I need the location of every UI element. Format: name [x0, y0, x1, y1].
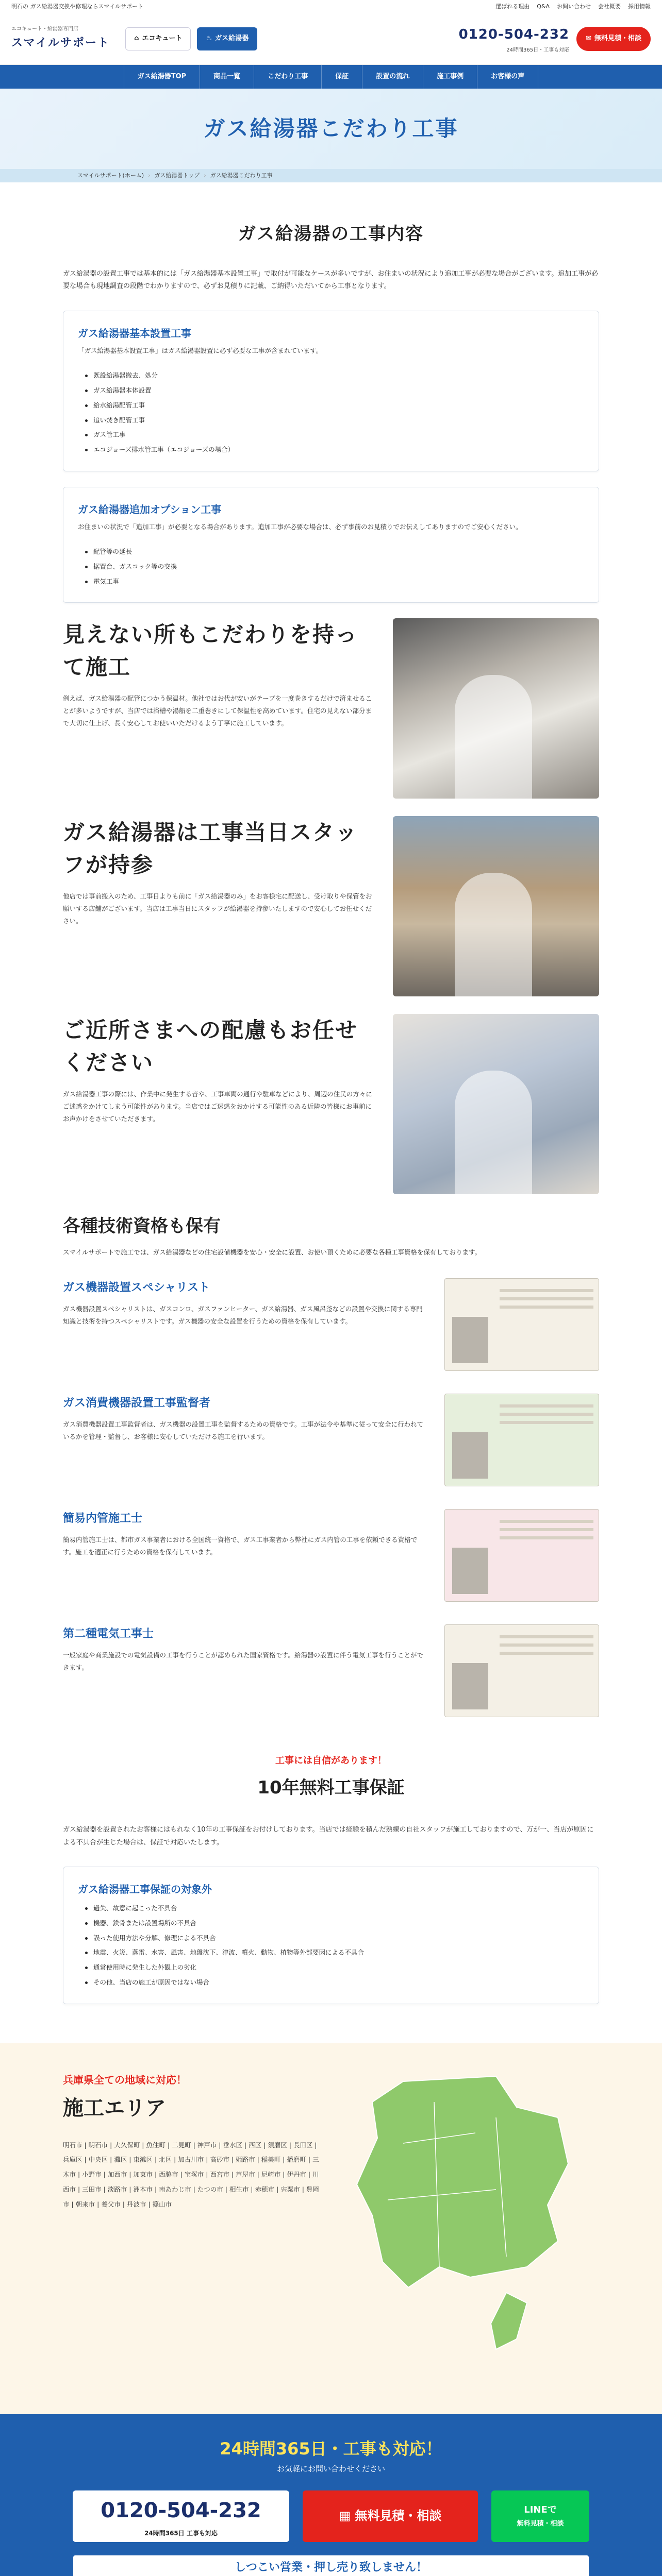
cta-line-sub: 無料見積・相談: [517, 2519, 564, 2528]
list-item: 追い焚き配管工事: [85, 413, 584, 428]
feature-1-text: 例えば、ガス給湯器の配管につかう保温材。他社ではお代が安いがテープを一度巻きするだけで済ませることが多いようですが、当店では浴槽や湯船を二重巻きにして保温性を高めています。住宅の見えない部分まで大切に仕上げ、長く安心してお使いいただけるよう丁寧に施工しています。: [63, 694, 372, 727]
tel-note: 24時間365日・工事も対応: [506, 47, 570, 54]
license-card-image: [444, 1394, 599, 1486]
page-title: ガス給湯器こだわり工事: [203, 116, 459, 142]
warranty-section: [63, 1753, 599, 1803]
feature-1: [63, 618, 599, 799]
cta-tel-note: 24時間365日 工事も対応: [144, 2530, 218, 2537]
feature-2-photo: [393, 816, 599, 996]
qualification-1: [63, 1278, 599, 1371]
area-title: 施工エリア: [63, 2096, 166, 2120]
qualification-4: [63, 1624, 599, 1717]
top-link-contact[interactable]: お問い合わせ: [557, 3, 591, 10]
license-card-image: [444, 1278, 599, 1371]
cta-title: 24時間365日・工事も対応！: [220, 2438, 442, 2459]
feature-3-title: ご近所さまへの配慮もお任せください: [63, 1018, 358, 1076]
warranty-exclusion-card: [63, 1867, 599, 2004]
basic-work-desc: 「ガス給湯器基本設置工事」はガス給湯器設置に必ず必要な工事が含まれています。: [78, 347, 323, 355]
list-item: 電気工事: [85, 574, 584, 589]
list-item: 通常使用時に発生した外観上の劣化: [85, 1960, 584, 1975]
option-work-card: [63, 487, 599, 603]
cta-section: [0, 2414, 662, 2576]
qual-2-title: ガス消費機器設置工事監督者: [63, 1397, 211, 1410]
license-card-image: [444, 1509, 599, 1602]
global-nav: [0, 65, 662, 89]
header: [0, 13, 662, 65]
feature-1-photo: [393, 618, 599, 799]
flame-icon: ♨: [206, 35, 212, 43]
list-item: 地震、火災、落雷、水害、風害、地盤沈下、津波、噴火、動物、植物等外部要因による不具合: [85, 1945, 584, 1960]
logo-sub: エコキュート・給湯器専門店: [11, 26, 78, 32]
qual-4-title: 第二種電気工事士: [63, 1628, 154, 1641]
estimate-button-label: 無料見積・相談: [594, 35, 641, 43]
option-work-title: ガス給湯器追加オプション工事: [78, 503, 222, 516]
calculator-icon: ▦: [339, 2509, 351, 2523]
qual-2-text: ガス消費機器設置工事監督者は、ガス機器の設置工事を監督するための資格です。工事が法令や基準に従って安全に行われているかを管理・監督し、お客様に安心していただける施工を行います。: [63, 1420, 424, 1440]
feature-3-photo: [393, 1014, 599, 1194]
area-section: [0, 2043, 662, 2414]
list-item: その他、当店の施工が原因ではない場合: [85, 1975, 584, 1990]
list-item: エコジョーズ排水管工事（エコジョーズの場合）: [85, 443, 584, 457]
nav-cases[interactable]: 施工事例: [423, 65, 477, 89]
nav-gas-top[interactable]: ガス給湯器TOP: [124, 65, 200, 89]
qualification-2: [63, 1394, 599, 1486]
feature-2-title: ガス給湯器は工事当日スタッフが持参: [63, 820, 358, 878]
feature-1-title: 見えない所もこだわりを持って施工: [63, 622, 358, 680]
feature-2: [63, 816, 599, 996]
top-strip: [0, 0, 662, 13]
list-item: 機器、鉄骨または設置場所の不具合: [85, 1916, 584, 1931]
qualifications-lead: スマイルサポートで施工では、ガス給湯器などの住宅設備機器を安心・安全に設置、お使い頂くために必要な各種工事資格を保有しております。: [63, 1248, 482, 1257]
list-item: ガス管工事: [85, 428, 584, 443]
top-link-reason[interactable]: 選ばれる理由: [495, 3, 530, 10]
work-title: ガス給湯器の工事内容: [238, 224, 424, 244]
basic-work-title: ガス給湯器基本設置工事: [78, 327, 191, 340]
qual-4-text: 一般家庭や商業施設での電気設備の工事を行うことが認められた国家資格です。給湯器の設置に伴う電気工事を行うことができます。: [63, 1651, 424, 1671]
hero: [0, 89, 662, 169]
nav-warranty[interactable]: 保証: [322, 65, 362, 89]
logo[interactable]: [11, 25, 110, 53]
qualification-3: [63, 1509, 599, 1602]
cta-estimate-label: 無料見積・相談: [355, 2509, 442, 2523]
cta-tel-button[interactable]: [73, 2490, 289, 2542]
qualifications-title: 各種技術資格も保有: [63, 1216, 221, 1237]
nav-work[interactable]: こだわり工事: [254, 65, 322, 89]
top-link-recruit[interactable]: 採用情報: [628, 3, 651, 10]
top-links: [495, 2, 651, 12]
area-cities: 明石市 | 明石市 | 大久保町 | 魚住町 | 二見町 | 神戸市 | 垂水区 | 西区 | 須磨区 | 長田区 | 兵庫区 | 中央区 | 灘区 | 東灘区 | 北区 | 加古川市 | 高砂市 | 姫路市 | 稲美町 | 播磨町 | 三木市 | 小野市 | 加西市 | 加東市 | 西脇市 | 宝塚市 | 西宮市 | 芦屋市 | 尼崎市 | 伊丹市 | 川西市 | 三田市 | 淡路市 | 洲本市 | 南あわじ市 | たつの市 | 相生市 | 赤穂市 | 宍粟市 | 豊岡市 | 朝来市 | 養父市 | 丹波市 | 篠山市: [63, 2141, 319, 2208]
nav-products[interactable]: 商品一覧: [200, 65, 254, 89]
nav-voice[interactable]: お客様の声: [477, 65, 538, 89]
list-item: 誤った使用方法や分解、修理による不具合: [85, 1931, 584, 1946]
work-lead: ガス給湯器の設置工事では基本的には「ガス給湯器基本設置工事」で取付が可能なケースが多いですが、お住まいの状況により追加工事が必要な場合がございます。追加工事が必要な場合も現地調査の段階でわかりますので、必ずお見積りに記載、ご納得いただいてから工事となります。: [63, 269, 599, 291]
warranty-lead: ガス給湯器を設置されたお客様にはもれなく10年の工事保証をお付けしております。当店では経験を積んだ熟練の自社スタッフが施工しておりますので、万が一、当店が原因による不具合が生じた場合は、保証で対応いたします。: [63, 1825, 594, 1846]
header-tel[interactable]: [459, 23, 570, 55]
area-label: 兵庫県全ての地域に対応！: [63, 2073, 187, 2086]
option-work-desc: お住まいの状況で「追加工事」が必要となる場合があります。追加工事が必要な場合は、必ず事前のお見積りでお伝えしてありますのでご安心ください。: [78, 522, 522, 531]
feature-3-text: ガス給湯器工事の際には、作業中に発生する音や、工事車両の通行や駐車などにより、周辺の住民の方々にご迷惑をかけてしまう可能性があります。当店ではご迷惑をおかけする可能性のある近隣の皆様にお事前にお声かけをさせていただきます。: [63, 1090, 372, 1123]
tel-number: 0120-504-232: [458, 26, 570, 42]
nav-flow[interactable]: 設置の流れ: [362, 65, 423, 89]
no-sales-banner: しつこい営業・押し売り致しません！: [73, 2555, 589, 2576]
header-tabs: [125, 27, 458, 50]
qual-3-title: 簡易内管施工士: [63, 1512, 143, 1526]
cta-line-button[interactable]: [491, 2490, 589, 2542]
crumb-home[interactable]: スマイルサポート(ホーム): [77, 172, 144, 179]
tab-gas-label: ガス給湯器: [215, 35, 249, 43]
cta-tel-number: 0120-504-232: [101, 2499, 261, 2523]
feature-2-text: 他店では事前搬入のため、工事日よりも前に「ガス給湯器のみ」をお客様宅に配送し、受け取りや保管をお願いする店舗がございます。当店は工事当日にスタッフが給湯器を持参いたしますので安心してお任せください。: [63, 892, 372, 925]
breadcrumb: スマイルサポート(ホーム) › ガス給湯器トップ › ガス給湯器こだわり工事: [0, 169, 662, 182]
cta-line-label: LINEで: [524, 2504, 557, 2516]
list-item: 給水給湯配管工事: [85, 398, 584, 413]
list-item: 過失、故意に起こった不具合: [85, 1901, 584, 1916]
cta-sub: お気軽にお問い合わせください: [276, 2464, 385, 2474]
tab-gas[interactable]: [197, 27, 257, 50]
list-item: 据置台、ガスコック等の交換: [85, 560, 584, 574]
list-item: 既設給湯器撤去、処分: [85, 368, 584, 383]
tab-ecocute[interactable]: [125, 27, 191, 50]
main: [63, 219, 599, 2004]
warranty-box-title: ガス給湯器工事保証の対象外: [78, 1883, 212, 1896]
header-right: [459, 23, 651, 55]
tab-ecocute-label: エコキュート: [142, 35, 183, 43]
qual-1-title: ガス機器設置スペシャリスト: [63, 1281, 210, 1295]
house-icon: ⌂: [134, 35, 139, 43]
logo-main: スマイルサポート: [11, 36, 110, 50]
list-item: ガス給湯器本体設置: [85, 383, 584, 398]
warranty-title: 10年無料工事保証: [257, 1777, 405, 1799]
list-item: 配管等の延長: [85, 545, 584, 560]
crumb-gas[interactable]: ガス給湯器トップ: [154, 172, 200, 179]
top-notice: 明石の ガス給湯器交換や修理ならスマイルサポート: [11, 3, 144, 10]
qual-1-text: ガス機器設置スペシャリストは、ガスコンロ、ガスファンヒーター、ガス給湯器、ガス風呂釜などの設置や交換に関する専門知識と技術を持つスペシャリストです。ガス機器の安全な設置を行うための資格を保有しています。: [63, 1304, 423, 1325]
top-link-qa[interactable]: Q&A: [537, 3, 550, 10]
license-card-image: [444, 1624, 599, 1717]
warranty-label: 工事には自信があります！: [275, 1755, 387, 1767]
cta-estimate-button[interactable]: [303, 2490, 478, 2542]
basic-work-card: [63, 311, 599, 471]
estimate-button[interactable]: [576, 27, 651, 50]
top-link-company[interactable]: 会社概要: [598, 3, 621, 10]
hyogo-map: [341, 2071, 599, 2364]
crumb-current: ガス給湯器こだわり工事: [210, 172, 273, 179]
qual-3-text: 簡易内管施工士は、都市ガス事業者における全国統一資格で、ガス工事業者から弊社にガス内管の工事を依頼できる資格です。施工を適正に行うための資格を保有しています。: [63, 1535, 418, 1556]
mail-icon: ✉: [586, 35, 591, 43]
feature-3: [63, 1014, 599, 1194]
